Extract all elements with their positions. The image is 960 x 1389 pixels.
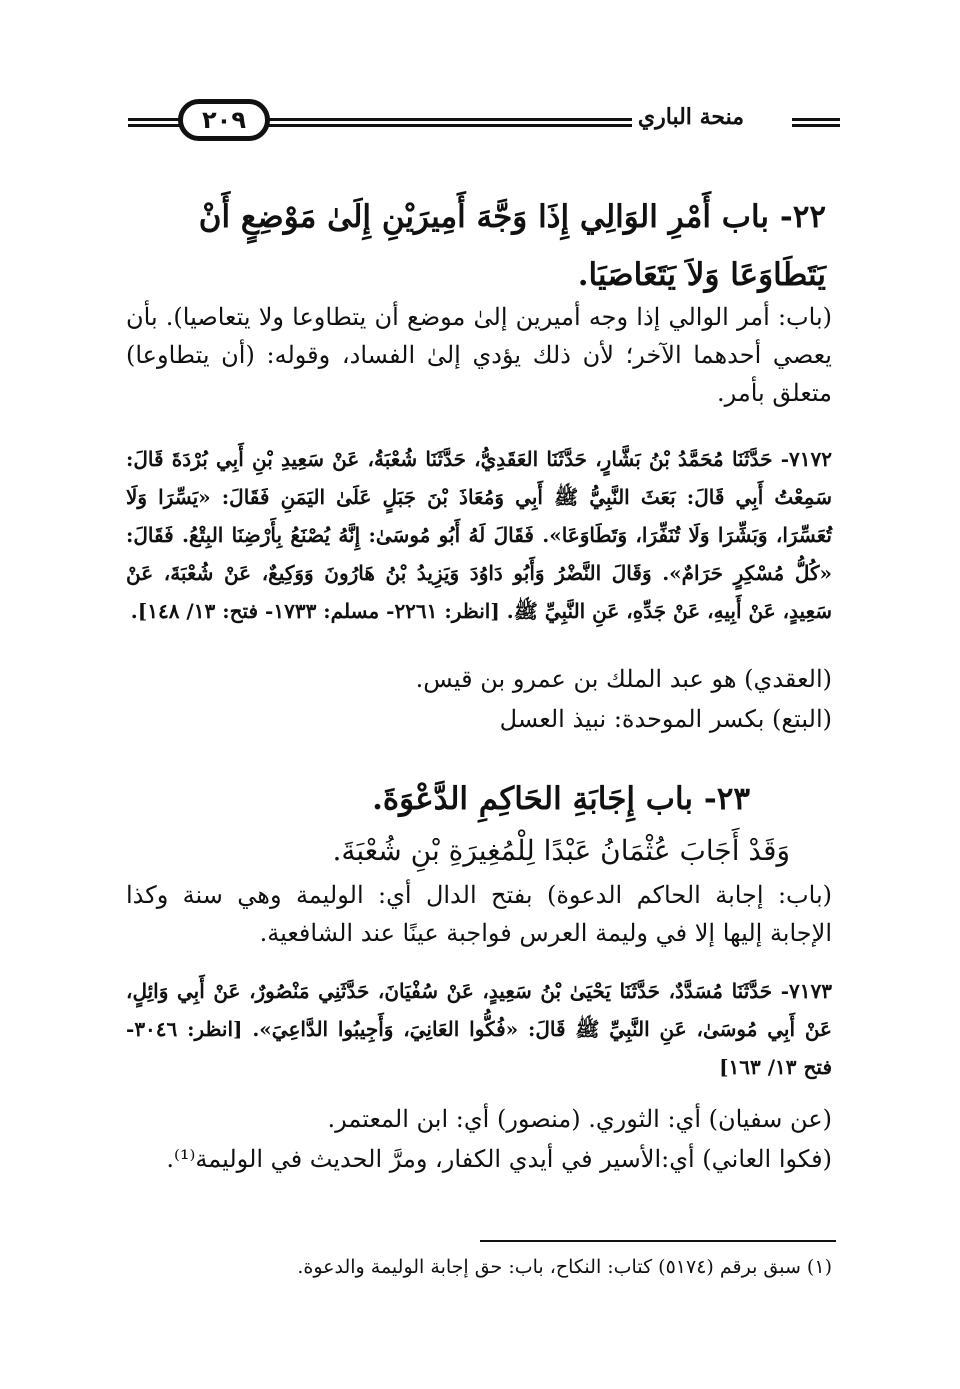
chapter-23-note-sufyan: (عن سفيان) أي: الثوري. (منصور) أي: ابن المعتمر. [327, 1105, 832, 1133]
footnote-separator [480, 1240, 836, 1242]
page-header [128, 96, 840, 156]
page-number: ٢٠٩ [202, 106, 246, 134]
chapter-23-note-ani: (فكوا العاني) أي:الأسير في أيدي الكفار، ومرَّ الحديث في الوليمة⁽¹⁾. [166, 1145, 832, 1173]
chapter-22-note-bit: (البتع) بكسر الموحدة: نبيذ العسل [499, 705, 832, 733]
chapter-23-title: ٢٣- باب إِجَابَةِ الحَاكِمِ الدَّعْوَةَ. [372, 781, 750, 817]
page-number-badge [178, 99, 270, 141]
chapter-22-commentary: (باب: أمر الوالي إذا وجه أميرين إلىٰ موضع أن يتطاوعا ولا يتعاصيا). بأن يعصي أحدهما الآخر؛ لأن ذلك يؤدي إلىٰ الفساد، وقوله: (أن يتطاوعا) متعلق بأمر. [126, 303, 832, 407]
hadith-7172: ٧١٧٢- حَدَّثَنَا مُحَمَّدُ بْنُ بَشَّارٍ، حَدَّثَنَا العَقَدِيُّ، حَدَّثَنَا شُعْبَةُ، عَنْ سَعِيدِ بْنِ أَبِي بُرْدَةَ قَالَ: سَمِعْتُ أَبِي قَالَ: بَعَثَ النَّبِيُّ ﷺ أَبِي وَمُعَاذَ بْنَ جَبَلٍ عَلَىٰ اليَمَنِ فَقَالَ: «يَسِّرَا وَلَا تُعَسِّرَا، وَبَشِّرَا وَلَا تُنَفِّرَا، وَتَطَاوَعَا». فَقَالَ لَهُ أَبُو مُوسَىٰ: إِنَّهُ يُصْنَعُ بِأَرْضِنَا البِتْعُ. فَقَالَ: «كُلُّ مُسْكِرٍ حَرَامٌ». وَقَالَ النَّضْرُ وَأَبُو دَاوُدَ وَيَزِيدُ بْنُ هَارُونَ وَوَكِيعٌ، عَنْ شُعْبَةَ، عَنْ سَعِيدٍ، عَنْ أَبِيهِ، عَنْ جَدِّهِ، عَنِ النَّبِيِّ ﷺ. [انظر: ٢٢٦١- مسلم: ١٧٣٣- فتح: ١٣/ ١٤٨]. [126, 447, 832, 623]
running-title: منحة الباري [632, 104, 750, 130]
chapter-22-title: ٢٢- باب أَمْرِ الوَالِي إِذَا وَجَّهَ أَمِيرَيْنِ إِلَىٰ مَوْضِعٍ أَنْ يَتَطَاوَعَا وَلاَ يَتَعَاصَيَا. [198, 199, 826, 293]
chapter-23-subtitle: وَقَدْ أَجَابَ عُثْمَانُ عَبْدًا لِلْمُغِيرَةِ بْنِ شُعْبَةَ. [332, 834, 790, 867]
chapter-23-commentary: (باب: إجابة الحاكم الدعوة) بفتح الدال أي: الوليمة وهي سنة وكذا الإجابة إليها إلا في وليمة العرس فواجبة عينًا عند الشافعية. [126, 881, 832, 947]
chapter-22-note-aqadi: (العقدي) هو عبد الملك بن عمرو بن قيس. [415, 665, 832, 693]
hadith-7173: ٧١٧٣- حَدَّثَنَا مُسَدَّدٌ، حَدَّثَنَا يَحْيَىٰ بْنُ سَعِيدٍ، عَنْ سُفْيَانَ، حَدَّثَنِي مَنْصُورٌ، عَنْ أَبِي وَائِلٍ، عَنْ أَبِي مُوسَىٰ، عَنِ النَّبِيِّ ﷺ قَالَ: «فُكُّوا العَانِيَ، وَأَجِيبُوا الدَّاعِيَ». [انظر: ٣٠٤٦- فتح ١٣/ ١٦٣] [126, 979, 832, 1079]
footnote: (١) سبق برقم (٥١٧٤) كتاب: النكاح، باب: حق إجابة الوليمة والدعوة. [297, 1256, 832, 1278]
